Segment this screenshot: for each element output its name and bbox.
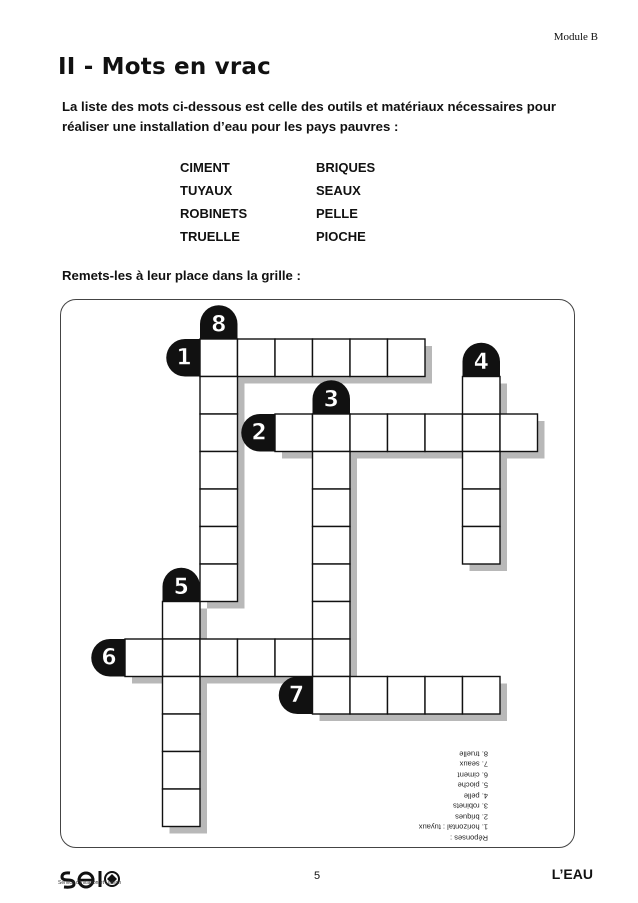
crossword-cell[interactable] xyxy=(163,639,201,677)
crossword-cell[interactable] xyxy=(313,339,351,377)
crossword-cell[interactable] xyxy=(163,602,201,640)
crossword-cell[interactable] xyxy=(388,414,426,452)
clue-marker-2 xyxy=(241,414,275,452)
crossword-cell[interactable] xyxy=(313,677,351,715)
crossword-cell[interactable] xyxy=(463,377,501,415)
word-item: TRUELLE xyxy=(180,229,240,244)
answers-block xyxy=(410,748,488,843)
clue-number: 8 xyxy=(211,312,227,338)
clue-number: 7 xyxy=(288,682,305,708)
logo-caption: Service d'Initiation et Liaison xyxy=(58,880,122,886)
crossword-cell[interactable] xyxy=(388,677,426,715)
crossword-cell[interactable] xyxy=(313,602,351,640)
crossword-cell[interactable] xyxy=(463,452,501,490)
footer-topic-label: L’EAU xyxy=(551,866,593,882)
intro-paragraph: La liste des mots ci-dessous est celle des outils et matériaux nécessaires pour réaliser une installation d’eau pour les pays pauvres : xyxy=(62,99,557,134)
word-item: ROBINETS xyxy=(180,206,248,221)
crossword-cell[interactable] xyxy=(275,339,313,377)
word-item: CIMENT xyxy=(180,160,230,175)
crossword-cell[interactable] xyxy=(125,639,163,677)
clue-marker-1 xyxy=(166,339,200,377)
crossword-cell[interactable] xyxy=(463,489,501,527)
answer-item: 7. seaux xyxy=(459,760,488,769)
crossword-cell[interactable] xyxy=(313,489,351,527)
crossword-cell[interactable] xyxy=(500,414,538,452)
crossword-cell[interactable] xyxy=(163,714,201,752)
crossword-cell[interactable] xyxy=(238,339,276,377)
answer-item: 5. pioche xyxy=(457,781,488,790)
crossword-cell[interactable] xyxy=(163,677,201,715)
crossword-cell[interactable] xyxy=(463,414,501,452)
crossword-cell[interactable] xyxy=(200,489,238,527)
answer-item: 8. truelle xyxy=(459,749,488,759)
crossword-cell[interactable] xyxy=(313,527,351,565)
clue-number: 2 xyxy=(251,420,267,446)
clue-marker-5 xyxy=(163,568,201,602)
crossword-cell[interactable] xyxy=(275,414,313,452)
crossword-cell[interactable] xyxy=(200,452,238,490)
section-title: II - Mots en vrac xyxy=(58,54,271,80)
clue-marker-4 xyxy=(463,343,501,377)
crossword-cell[interactable] xyxy=(425,414,463,452)
crossword-cell[interactable] xyxy=(200,527,238,565)
crossword-cell[interactable] xyxy=(350,339,388,377)
word-item: BRIQUES xyxy=(316,160,376,175)
answer-item: 4. pelle xyxy=(463,791,488,801)
answers-title: Réponses : xyxy=(450,833,488,843)
word-item: TUYAUX xyxy=(180,183,233,198)
module-label: Module B xyxy=(553,31,598,43)
crossword-cell[interactable] xyxy=(275,639,313,677)
instruction-text: Remets-les à leur place dans la grille : xyxy=(62,268,301,283)
clue-number: 6 xyxy=(101,645,117,671)
crossword-cell[interactable] xyxy=(200,564,238,602)
crossword-cell[interactable] xyxy=(425,677,463,715)
clue-marker-6 xyxy=(91,639,125,677)
crossword-cell[interactable] xyxy=(463,527,501,565)
clue-marker-8 xyxy=(200,305,238,339)
clue-number: 1 xyxy=(176,345,192,371)
crossword-cell[interactable] xyxy=(313,639,351,677)
answer-item: 2. briques xyxy=(455,812,488,822)
answer-item: 6. ciment xyxy=(457,770,488,780)
crossword-cell[interactable] xyxy=(163,789,201,827)
clue-number: 5 xyxy=(173,575,189,600)
clue-number: 4 xyxy=(473,350,489,375)
crossword-cell[interactable] xyxy=(200,414,238,452)
word-item: PELLE xyxy=(316,206,358,221)
sel-logo-icon xyxy=(58,864,128,894)
crossword-cell[interactable] xyxy=(350,677,388,715)
clue-number: 3 xyxy=(323,387,339,413)
crossword-cell[interactable] xyxy=(238,639,276,677)
crossword-cell[interactable] xyxy=(163,752,201,790)
crossword-cell[interactable] xyxy=(313,452,351,490)
crossword-cell[interactable] xyxy=(200,339,238,377)
clue-marker-3 xyxy=(313,380,351,414)
crossword-cell[interactable] xyxy=(200,377,238,415)
crossword-cell[interactable] xyxy=(388,339,426,377)
answer-item: 3. robinets xyxy=(452,802,488,811)
answer-item: 1. horizontal : tuyaux xyxy=(418,823,488,832)
crossword-cell[interactable] xyxy=(463,677,501,715)
crossword-cell[interactable] xyxy=(313,414,351,452)
page-number: 5 xyxy=(314,870,321,882)
crossword-cell[interactable] xyxy=(350,414,388,452)
crossword-cell[interactable] xyxy=(200,639,238,677)
word-item: PIOCHE xyxy=(316,229,366,244)
word-item: SEAUX xyxy=(316,183,361,198)
crossword-cell[interactable] xyxy=(313,564,351,602)
